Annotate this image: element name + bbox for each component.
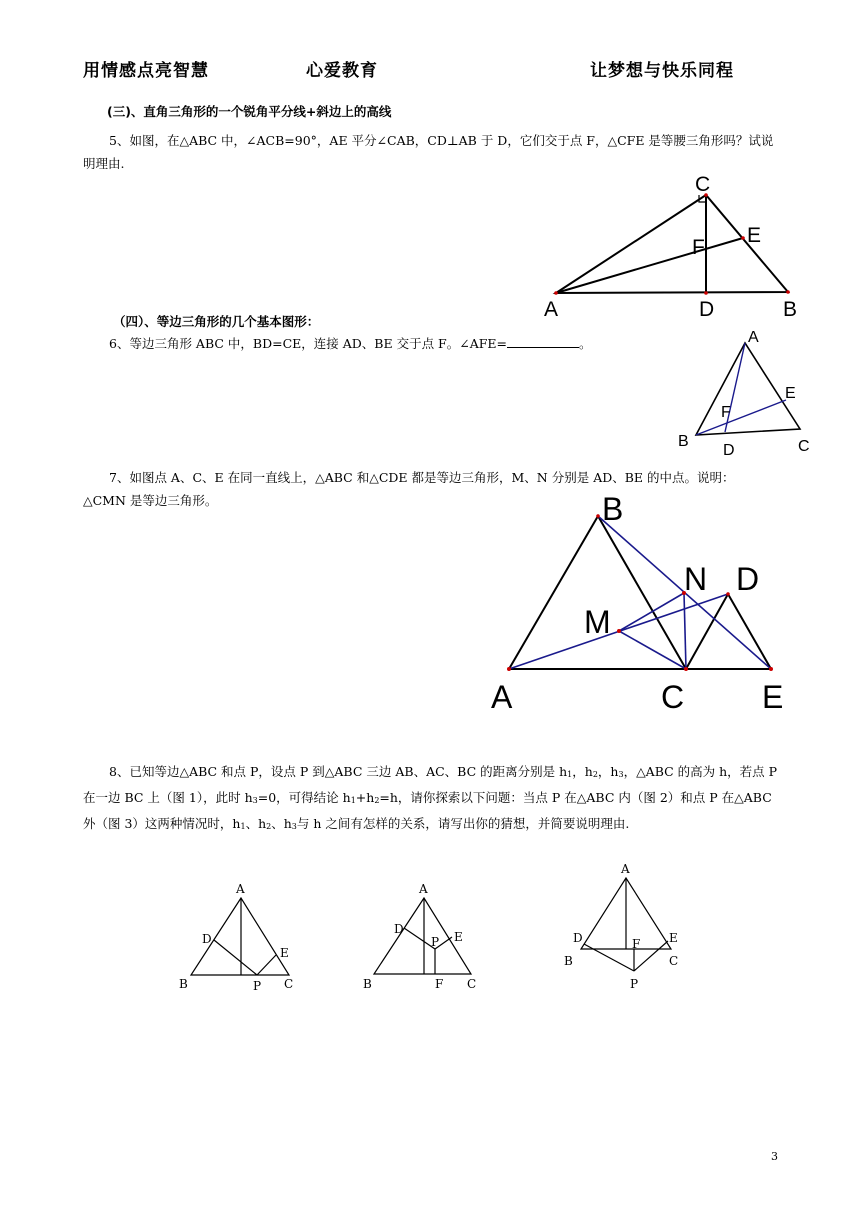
q8-text-2: ，h xyxy=(572,764,593,779)
section-3-title: (三)、直角三角形的一个锐角平分线+斜边上的高线 xyxy=(107,104,392,119)
fig3-label-p: P xyxy=(630,977,639,991)
figure-q7 xyxy=(488,488,798,718)
fig2-label-c: C xyxy=(467,977,477,991)
fig3-label-c: C xyxy=(669,954,679,968)
q6-label-c: C xyxy=(798,438,810,455)
figure-q8-3 xyxy=(560,858,700,993)
q7-label-m: M xyxy=(584,604,611,640)
q5-label-b: B xyxy=(783,298,798,321)
fig3-label-a: A xyxy=(621,862,630,876)
figure-q5 xyxy=(540,170,810,320)
question-6 xyxy=(83,332,778,355)
q8-sub: 1 xyxy=(350,796,356,805)
q5-label-f: F xyxy=(692,236,705,259)
fig1-label-a: A xyxy=(236,882,245,896)
q8-text-7: =h，请你探索以下问题：当点 P 在△ABC 内（图 2）和点 P 在△ABC 外（图 3）这两种情况时，h xyxy=(83,790,772,831)
q5-label-e: E xyxy=(747,224,762,247)
page-number: 3 xyxy=(771,1150,778,1163)
section-4-title: （四）、等边三角形的几个基本图形： xyxy=(113,314,320,329)
q5-label-a: A xyxy=(544,298,559,321)
fig1-label-d: D xyxy=(202,932,212,946)
header-center: 心爱教育 xyxy=(306,61,378,81)
q7-label-b: B xyxy=(602,491,624,527)
q8-text-4: ，△ABC 的高为 h，若点 P 在一边 BC 上（图 1），此时 h xyxy=(83,764,778,805)
header-right: 让梦想与快乐同程 xyxy=(590,61,734,81)
q7-label-n: N xyxy=(684,561,708,597)
question-7-text: 7、如图点 A、C、E 在同一直线上，△ABC 和△CDE 都是等边三角形，M、N 分别是 AD、BE 的中点。说明： △CMN 是等边三角形。 xyxy=(83,470,735,508)
fig2-label-b: B xyxy=(363,977,372,991)
q6-label-a: A xyxy=(748,329,759,346)
answer-blank[interactable] xyxy=(507,337,579,348)
fig2-label-a: A xyxy=(419,882,428,896)
q8-text-9: 、h xyxy=(271,816,292,831)
question-8 xyxy=(83,760,778,838)
fig3-label-b: B xyxy=(564,954,573,968)
figure-q8-1 xyxy=(175,878,305,998)
q5-label-c: C xyxy=(695,173,711,196)
q8-text-10: 与 h 之间有怎样的关系，请写出你的猜想，并简要说明理由. xyxy=(296,816,630,831)
q8-sub: 1 xyxy=(240,822,246,831)
question-5-text: 5、如图，在△ABC 中，∠ACB=90°，AE 平分∠CAB，CD⊥AB 于 D，它们交于点 F，△CFE 是等腰三角形吗？试说明理由. xyxy=(83,133,774,171)
fig2-label-p: P xyxy=(431,935,440,949)
q6-label-d: D xyxy=(723,442,735,459)
q7-label-a: A xyxy=(491,679,513,715)
q8-sub: 3 xyxy=(252,796,258,805)
fig2-label-f: F xyxy=(435,977,444,991)
question-6-tail: 。 xyxy=(579,336,592,351)
q8-text-8: 、h xyxy=(245,816,267,831)
q8-text-1: 8、已知等边△ABC 和点 P，设点 P 到△ABC 三边 AB、AC、BC 的距离分别是 h xyxy=(109,764,568,779)
q7-label-c: C xyxy=(661,679,685,715)
q8-sub: 3 xyxy=(618,770,624,779)
fig1-label-b: B xyxy=(179,977,188,991)
q6-label-f: F xyxy=(721,404,731,421)
fig3-label-f: F xyxy=(632,937,641,951)
q8-sub: 2 xyxy=(266,822,272,831)
q8-sub: 3 xyxy=(291,822,297,831)
fig1-label-e: E xyxy=(280,946,289,960)
q8-text-3: ，h xyxy=(597,764,619,779)
figure-q8-2 xyxy=(358,878,488,998)
q7-label-e: E xyxy=(762,679,784,715)
q8-sub: 2 xyxy=(592,770,598,779)
q5-label-d: D xyxy=(699,298,715,321)
q6-label-e: E xyxy=(785,385,796,402)
fig2-label-e: E xyxy=(454,930,463,944)
q8-sub: 2 xyxy=(374,796,380,805)
q6-label-b: B xyxy=(678,433,689,450)
header-left: 用情感点亮智慧 xyxy=(83,61,209,81)
fig1-label-p: P xyxy=(253,979,262,993)
fig1-label-c: C xyxy=(284,977,294,991)
fig2-label-d: D xyxy=(394,922,404,936)
fig3-label-e: E xyxy=(669,931,678,945)
question-6-text: 6、等边三角形 ABC 中，BD=CE，连接 AD、BE 交于点 F。∠AFE= xyxy=(109,336,508,351)
q8-text-6: +h xyxy=(355,790,375,805)
fig3-label-d: D xyxy=(573,931,583,945)
q8-sub: 1 xyxy=(567,770,573,779)
q7-label-d: D xyxy=(736,561,760,597)
figure-q6 xyxy=(675,325,815,460)
question-5 xyxy=(83,129,778,175)
q8-text-5: =0，可得结论 h xyxy=(257,790,351,805)
